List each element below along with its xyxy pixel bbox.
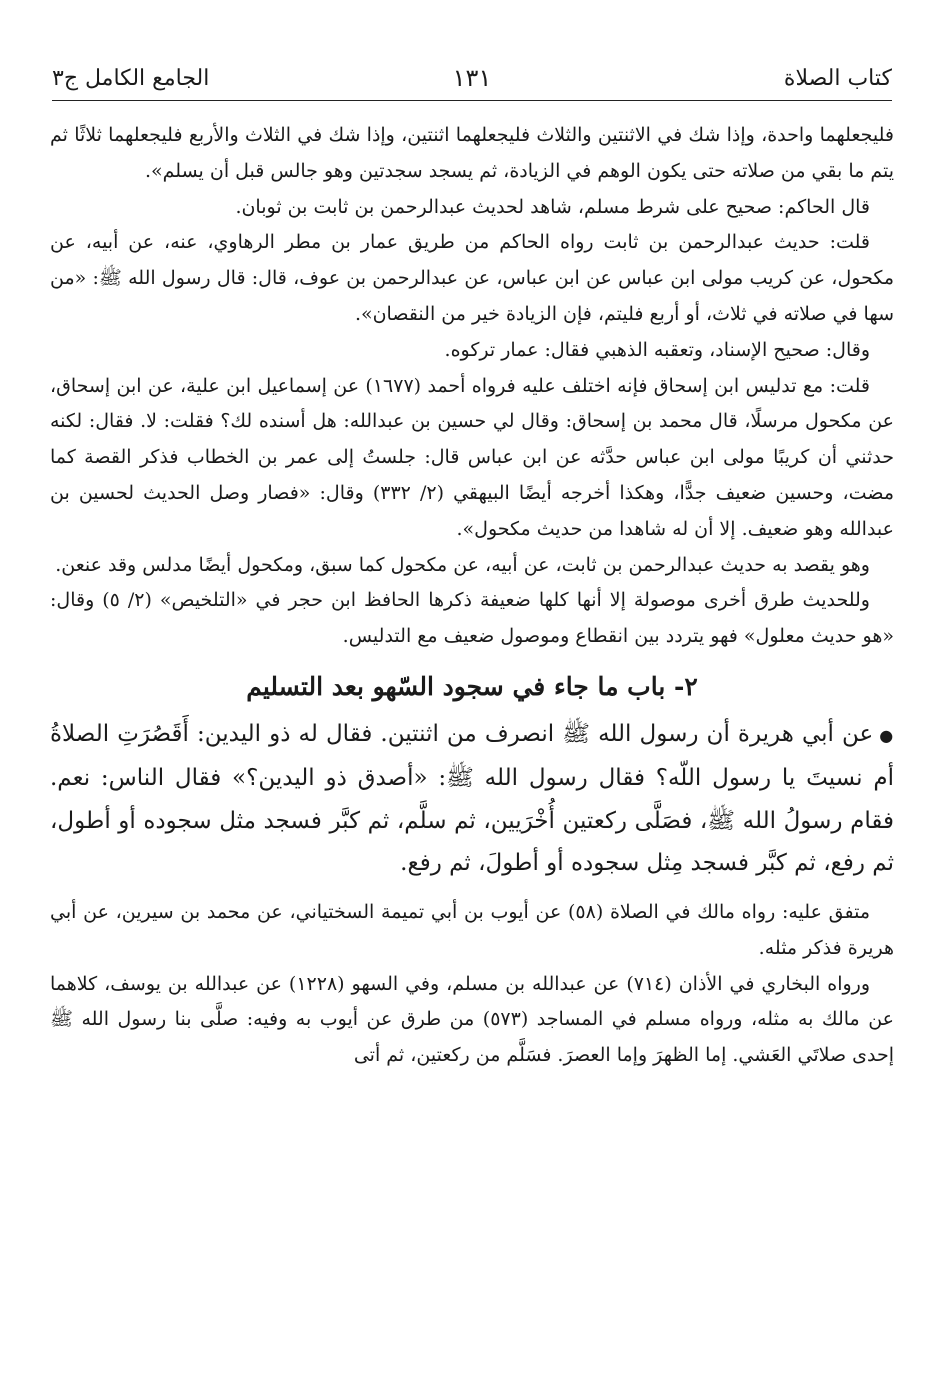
paragraph: فليجعلهما واحدة، وإذا شك في الاثنتين والثلاث فليجعلهما اثنتين، وإذا شك في الثلاث والأربع فليجعلهما ثلاثًا ثم يتم ما بقي من صلاته حتى يكون الوهم في الزيادة، ثم يسجد سجدتين وهو جالس قبل أن يسلم». xyxy=(50,124,894,182)
paragraph: وقال: صحيح الإسناد، وتعقبه الذهبي فقال: عمار تركوه. xyxy=(444,338,870,361)
section-heading: ٢- باب ما جاء في سجود السّهو بعد التسليم xyxy=(246,671,698,701)
running-header xyxy=(52,58,892,98)
paragraph: متفق عليه: رواه مالك في الصلاة (٥٨) عن أيوب بن أبي تميمة السختياني، عن محمد بن سيرين، عن أبي هريرة فذكر مثله. xyxy=(50,900,894,959)
page-body xyxy=(50,118,894,1074)
bullet-icon: ● xyxy=(879,725,894,745)
page-number: ١٣١ xyxy=(452,64,492,92)
paragraph: وللحديث طرق أخرى موصولة إلا أنها كلها ضعيفة ذكرها الحافظ ابن حجر في «التلخيص» (٢/ ٥) وقال: «هو حديث معلول» فهو يتردد بين انقطاع وموصول ضعيف مع التدليس. xyxy=(50,589,894,648)
header-rule xyxy=(52,100,892,101)
hadith-body: عن أبي هريرة أن رسول الله ﷺ انصرف من اثنتين. فقال له ذو اليدين: أَقَصُرَتِ الصلاةُ أم نسيتَ يا رسول اللّه؟ فقال رسول الله ﷺ: «أصدق ذو اليدين؟» فقال الناس: نعم. فقام رسولُ الله ﷺ، فصَلَّى ركعتين أُخْرَيين، ثم سلَّم، ثم كبَّر فسجد مثل سجوده أو أطول، ثم رفع، ثم كبَّر فسجد مِثل سجوده أو أطولَ، ثم رفع. xyxy=(50,720,894,877)
book-title: الجامع الكامل ج٣ xyxy=(52,65,210,91)
chapter-title: كتاب الصلاة xyxy=(783,65,892,91)
paragraph: قلت: مع تدليس ابن إسحاق فإنه اختلف عليه فرواه أحمد (١٦٧٧) عن إسماعيل ابن علية، عن ابن إسحاق، عن مكحول مرسلًا، قال محمد بن إسحاق: وقال لي حسين بن عبدالله: هل أسنده لك؟ فقلت: لا. فقال: لكنه حدثني أن كريبًا مولى ابن عباس حدَّثه عن ابن عباس قال: جلستُ إلى عمر بن الخطاب فذكر القصة كما مضت، وحسين ضعيف جدًّا، وهكذا أخرجه أيضًا البيهقي (٢/ ٣٣٢) وقال: «فصار وصل الحديث لحسين بن عبدالله وهو ضعيف. إلا أن له شاهدا من حديث مكحول». xyxy=(50,374,894,540)
paragraph: قلت: حديث عبدالرحمن بن ثابت رواه الحاكم من طريق عمار بن مطر الرهاوي، عنه، عن أبيه، عن مكحول، عن كريب مولى ابن عباس عن ابن عباس، عن عبدالرحمن بن عوف، قال: قال رسول الله ﷺ: «من سها في صلاته في ثلاث، أو أربع فليتم، فإن الزيادة خير من النقصان». xyxy=(50,231,894,325)
paragraph: قال الحاكم: صحيح على شرط مسلم، شاهد لحديث عبدالرحمن بن ثابت بن ثوبان. xyxy=(235,195,870,218)
paragraph: ورواه البخاري في الأذان (٧١٤) عن عبدالله بن مسلم، وفي السهو (١٢٢٨) عن عبدالله بن يوسف، كلاهما عن مالك به مثله، ورواه مسلم في المساجد (٥٧٣) من طرق عن أيوب به وفيه: صلَّى بنا رسول الله ﷺ إحدى صلاتَي العَشي. إما الظهرَ وإما العصرَ. فسَلَّم من ركعتين، ثم أتى xyxy=(50,972,894,1067)
hadith-text xyxy=(50,713,894,885)
paragraph: وهو يقصد به حديث عبدالرحمن بن ثابت، عن أبيه، عن مكحول كما سبق، ومكحول أيضًا مدلس وقد عنعن. xyxy=(55,553,870,576)
